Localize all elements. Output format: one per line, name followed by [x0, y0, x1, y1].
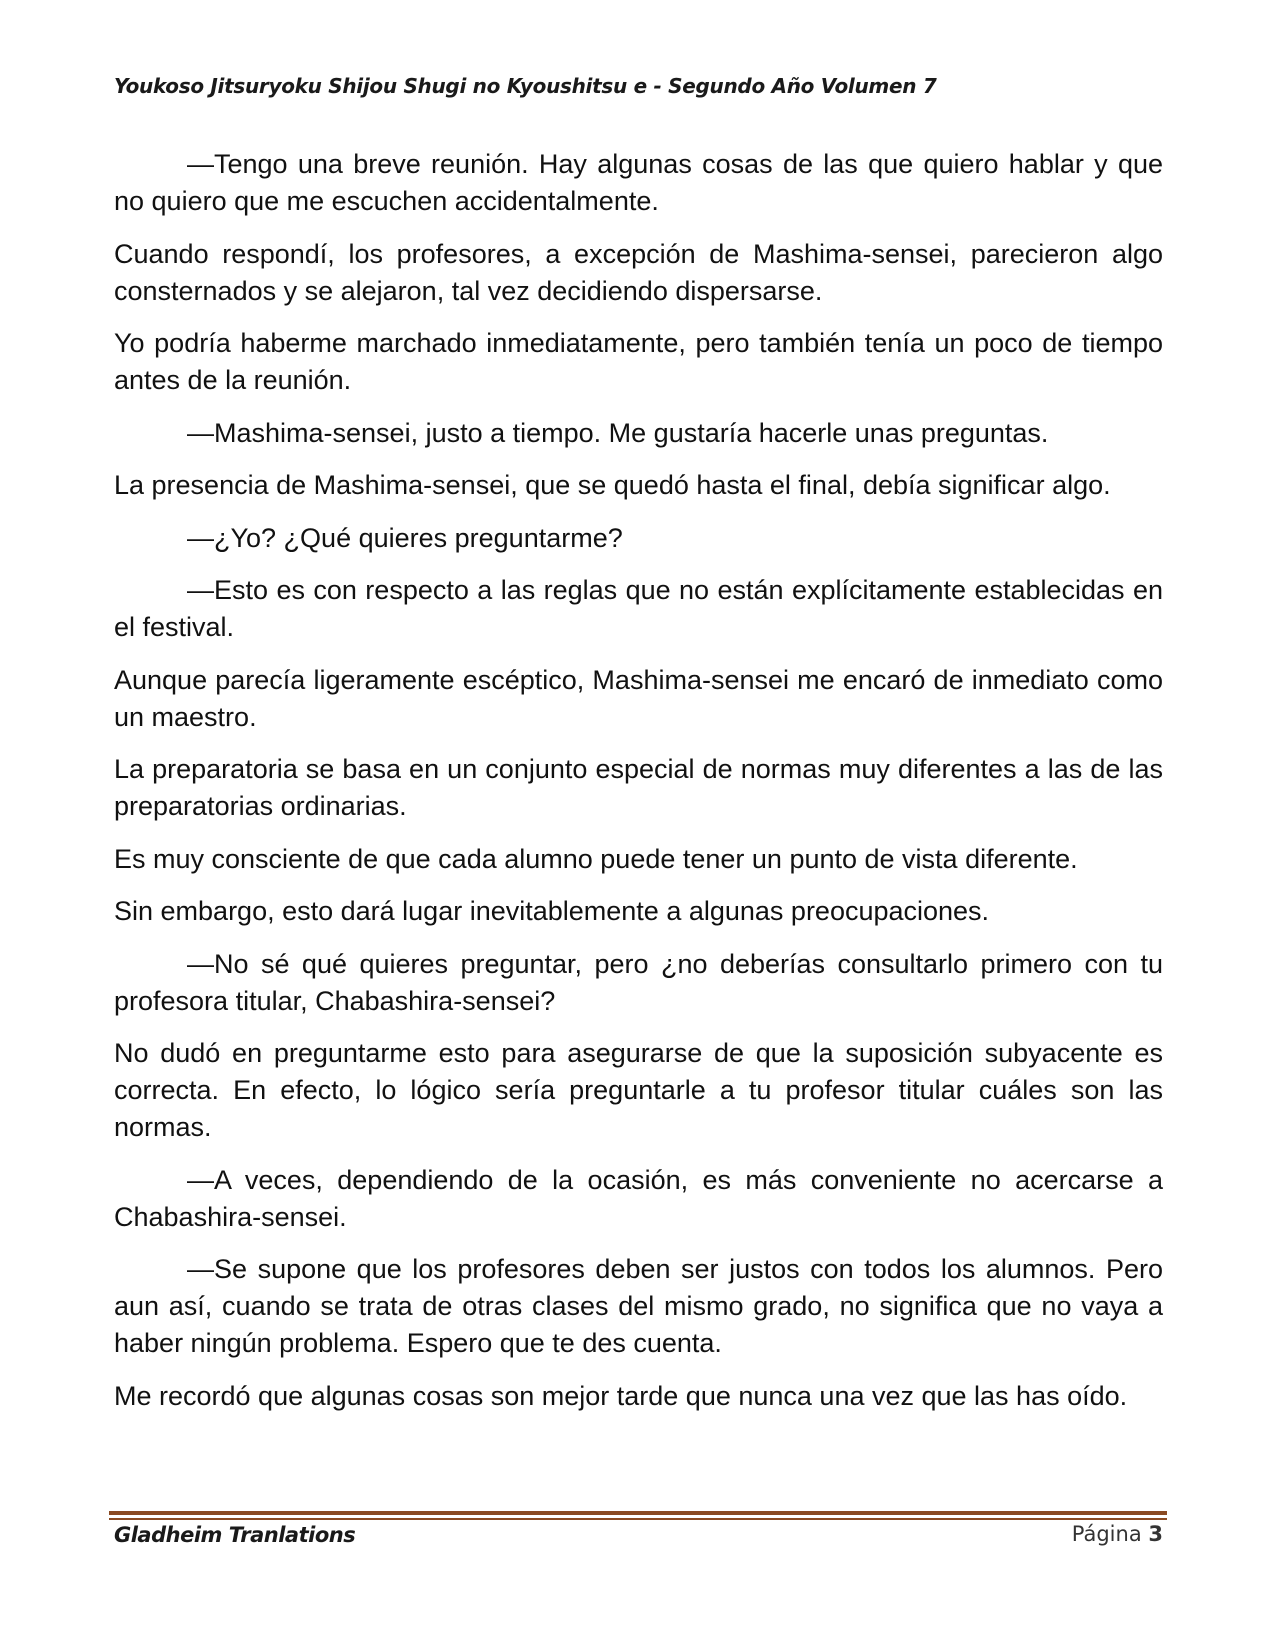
page-label: Página	[1071, 1522, 1142, 1546]
paragraph-dialogue: —¿Yo? ¿Qué quieres preguntarme?	[187, 522, 623, 553]
paragraph: No dudó en preguntarme esto para asegurarse de que la suposición subyacente es correcta. En efecto, lo lógico sería preguntarle a tu profesor titular cuáles son las normas.	[114, 1038, 1163, 1142]
document-body	[114, 146, 1163, 1430]
paragraph: La preparatoria se basa en un conjunto especial de normas muy diferentes a las de las preparatorias ordinarias.	[114, 754, 1163, 821]
paragraph: Yo podría haberme marchado inmediatamente, pero también tenía un poco de tiempo antes de la reunión.	[114, 328, 1163, 395]
page-header-title: Youkoso Jitsuryoku Shijou Shugi no Kyoushitsu e - Segundo Año Volumen 7	[114, 74, 937, 98]
paragraph-dialogue: —No sé qué quieres preguntar, pero ¿no deberías consultarlo primero con tu profesora titular, Chabashira-sensei?	[114, 948, 1163, 1016]
footer-credit: Gladheim Tranlations	[114, 1523, 356, 1547]
paragraph-dialogue: —Se supone que los profesores deben ser justos con todos los alumnos. Pero aun así, cuando se trata de otras clases del mismo grado, no significa que no vaya a haber ningún problema. Espero que te des cuenta.	[114, 1254, 1163, 1358]
paragraph-dialogue: —Tengo una breve reunión. Hay algunas cosas de las que quiero hablar y que no quiero que me escuchen accidentalmente.	[114, 149, 1163, 216]
footer-divider-thick	[109, 1511, 1167, 1515]
footer-page-indicator	[1072, 1522, 1163, 1546]
paragraph-dialogue: —A veces, dependiendo de la ocasión, es más conveniente no acercarse a Chabashira-sensei.	[114, 1164, 1163, 1232]
footer-divider-thin	[109, 1518, 1167, 1520]
paragraph: La presencia de Mashima-sensei, que se quedó hasta el final, debía significar algo.	[114, 470, 1111, 500]
paragraph-dialogue: —Esto es con respecto a las reglas que no están explícitamente establecidas en el festival.	[114, 575, 1163, 642]
paragraph: Es muy consciente de que cada alumno puede tener un punto de vista diferente.	[114, 843, 1078, 874]
paragraph: Aunque parecía ligeramente escéptico, Mashima-sensei me encaró de inmediato como un maestro.	[114, 664, 1163, 732]
paragraph: Cuando respondí, los profesores, a excepción de Mashima-sensei, parecieron algo consternados y se alejaron, tal vez decidiendo dispersarse.	[114, 238, 1163, 306]
paragraph: Sin embargo, esto dará lugar inevitablemente a algunas preocupaciones.	[114, 896, 990, 926]
paragraph: Me recordó que algunas cosas son mejor tarde que nunca una vez que las has oído.	[114, 1380, 1128, 1411]
page-number: 3	[1148, 1522, 1163, 1546]
paragraph-dialogue: —Mashima-sensei, justo a tiempo. Me gustaría hacerle unas preguntas.	[187, 417, 1049, 448]
